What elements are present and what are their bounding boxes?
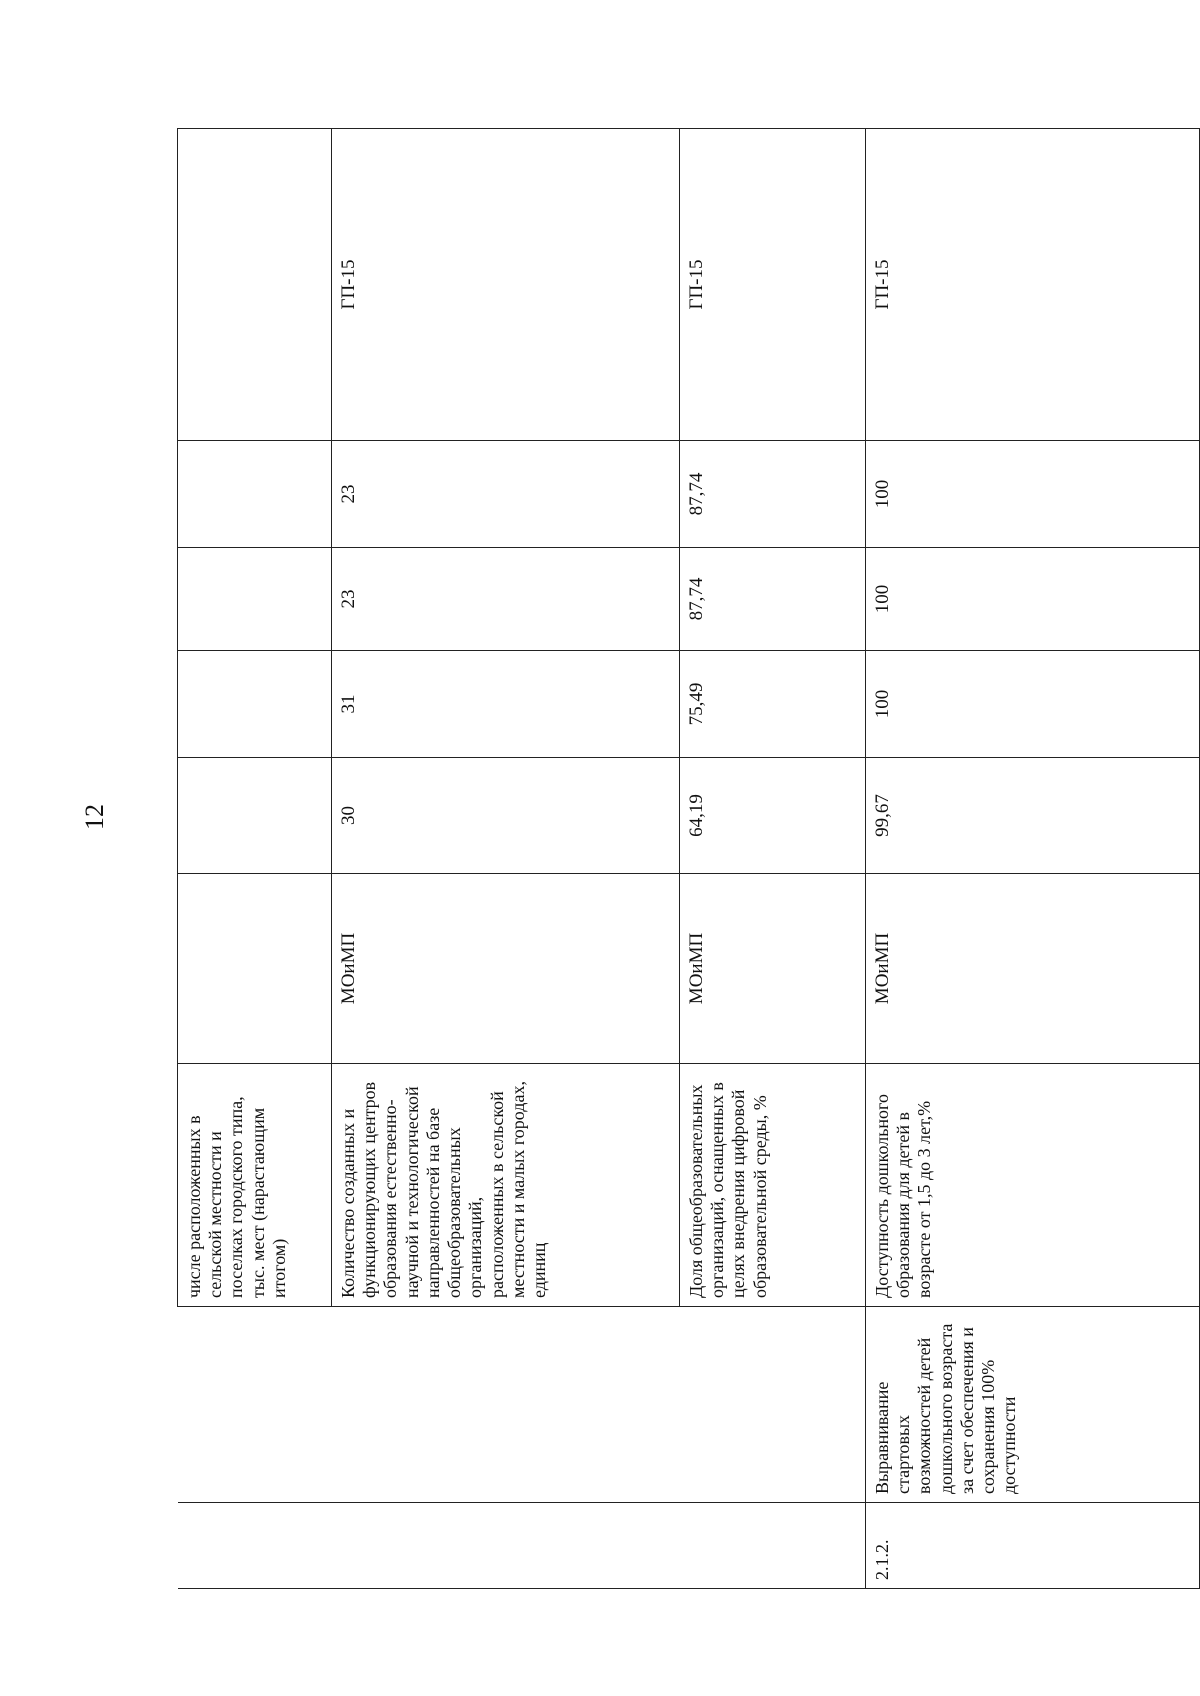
value-cell (178, 758, 332, 874)
page-number: 12 (80, 804, 109, 830)
indicator-cell: Количество созданных и функционирующих центров образования естественно-научной и технологической направленностей на базе общеобразовательных организаций, расположенных в сельской местности и малых городах, единиц (332, 1064, 680, 1307)
value-cell: 87,74 (680, 441, 866, 548)
value-cell: 87,74 (680, 548, 866, 651)
task-cell (178, 1307, 332, 1503)
value-cell: 30 (332, 758, 680, 874)
value-cell: 23 (332, 548, 680, 651)
source-cell: ГП-15 (332, 129, 680, 441)
source-cell: ГП-15 (680, 129, 866, 441)
indicator-cell: Доступность дошкольного образования для детей в возрасте от 1,5 до 3 лет,% (866, 1064, 1200, 1307)
executor-cell (178, 874, 332, 1064)
value-cell: 75,49 (680, 651, 866, 758)
task-cell (680, 1307, 866, 1503)
value-cell (178, 651, 332, 758)
source-cell: ГП-15 (866, 129, 1200, 441)
table-sheet (177, 129, 1199, 1589)
task-cell (332, 1307, 680, 1503)
row-number (178, 1503, 332, 1589)
value-cell: 99,67 (866, 758, 1200, 874)
value-cell: 100 (866, 441, 1200, 548)
row-number: 2.1.2. (866, 1503, 1200, 1589)
executor-cell: МОиМП (332, 874, 680, 1064)
table-row (866, 129, 1200, 1589)
source-cell (178, 129, 332, 441)
value-cell (178, 548, 332, 651)
executor-cell: МОиМП (680, 874, 866, 1064)
value-cell: 31 (332, 651, 680, 758)
value-cell: 100 (866, 651, 1200, 758)
value-cell: 23 (332, 441, 680, 548)
table-row (680, 129, 866, 1589)
table-row (178, 129, 332, 1589)
table-row (332, 129, 680, 1589)
row-number (332, 1503, 680, 1589)
value-cell: 100 (866, 548, 1200, 651)
indicator-cell: Доля общеобразовательных организаций, оснащенных в целях внедрения цифровой образовательной среды, % (680, 1064, 866, 1307)
task-cell: Выравнивание стартовых возможностей детей дошкольного возраста за счет обеспечения и сохранения 100% доступности (866, 1307, 1200, 1503)
indicators-table (177, 128, 1200, 1589)
value-cell (178, 441, 332, 548)
executor-cell: МОиМП (866, 874, 1200, 1064)
row-number (680, 1503, 866, 1589)
indicator-cell: числе расположенных в сельской местности и поселках городского типа, тыс. мест (нарастающим итогом) (178, 1064, 332, 1307)
value-cell: 64,19 (680, 758, 866, 874)
